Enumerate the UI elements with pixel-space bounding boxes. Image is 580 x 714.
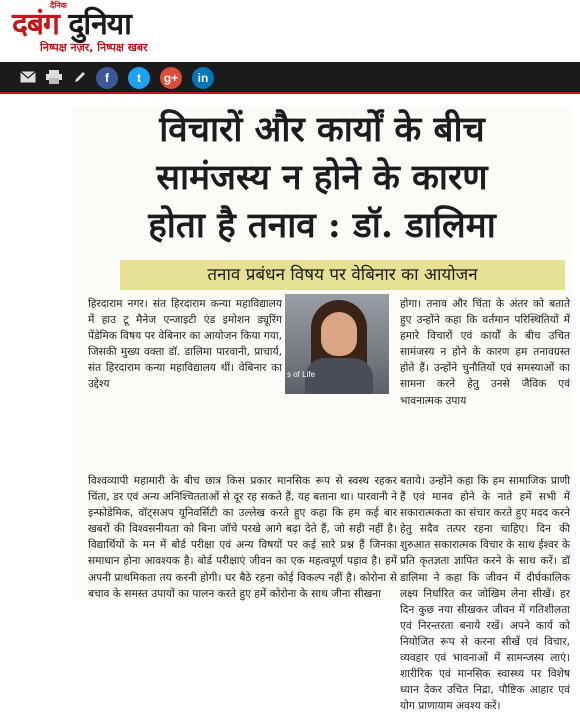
facebook-icon[interactable]: f: [96, 67, 118, 89]
headline: [72, 106, 572, 250]
tagline: निष्पक्ष नज़र, निष्पक्ष खबर: [40, 41, 148, 54]
print-icon[interactable]: [46, 69, 62, 85]
masthead: [0, 0, 580, 62]
google-plus-icon[interactable]: g+: [160, 67, 182, 89]
photo-caption: s of Life: [287, 370, 316, 379]
headline-line-2: सामंजस्य न होने के कारण: [156, 157, 488, 198]
body-column-right-bottom: बताये। उन्होंने कहा कि हम सामाजिक प्राणी हैं एवं मानव होने के नाते हमें सभी में सकारात्मकता का संचार करते हुए मदद करने हेतु सदैव तत्पर रहना चाहिए। दिन की शुरुआत सकारात्मक विचार के साथ ईश्वर के प्रति कृतज्ञता ज्ञापित करने के साथ करें। डॉ डालिमा ने कहा कि जीवन में दीर्घकालिक लक्ष्य निर्धारित कर जोखिम लेना सीखें। हर दिन कुछ नया सीखकर जीवन में गतिशीलता एवं निरन्तरता बनाये रखें। अपने कार्य को नियोजित रूप से करना सीखें एवं विचार, व्यवहार एवं भावनाओं में सामन्जस्य लाएं। शारीरिक एवं मानसिक स्वास्थ्य पर विशेष ध्यान देकर उचित निद्रा, पौष्टिक आहार एवं योग प्राणायाम अवश्य करें।: [400, 475, 570, 713]
subhead: तनाव प्रबंधन विषय पर वेबिनार का आयोजन: [120, 260, 565, 290]
site-logo[interactable]: [12, 2, 131, 43]
body-column-right-top: होगा। तनाव और चिंता के अंतर को बताते हुए उन्होंने कहा कि वर्तमान परिस्थितियों में हमारे विचारों एवं कार्यों के बीच उचित सामंजस्य न होने के कारण हम तनावग्रस्त होते हैं। उन्होंने चुनौतियों एवं समस्याओं का सामना करने हेतु उनसे जैविक एवं भावनात्मक उपाय: [400, 298, 570, 407]
headline-line-3: होता है तनाव : डॉ. डालिमा: [148, 205, 496, 246]
share-toolbar: [0, 62, 580, 94]
logo-small-text: दैनिक: [50, 1, 67, 10]
edit-icon[interactable]: [72, 69, 88, 85]
twitter-icon[interactable]: t: [128, 67, 150, 89]
mail-icon[interactable]: [20, 69, 36, 85]
body-column-left-bottom: विश्वव्यापी महामारी के बीच छात्र किस प्रकार मानसिक रूप से स्वस्थ रहकर चिंता, डर एवं अन्य अनिश्चितताओं से दूर रह सकते हैं, यह बताना था। पारवानी ने इन्फोडेमिक, वॉट्सअप यूनिवर्सिटी का उल्लेख करते हुए कहा कि हम कई बार खबरों की विश्वसनीयता को बिना जाँचे परखे आगे बढ़ा देते हैं, जो सही नहीं है। विद्यार्थियों के मन में बोर्ड परीक्षा एवं अन्य विषयों पर कई सारे प्रश्न हैं जिनका समाधान होना आवश्यक है। बोर्ड परीक्षाएं जीवन का एक महत्वपूर्ण पड़ाव है। हमें अपनी प्राथमिकता तय करनी होगी। घर बैठे रहना कोई विकल्प नहीं है। कोरोना से बचाव के समस्त उपायों का पालन करते हुए हमें कोरोना के साथ जीना सीखना: [88, 475, 397, 600]
logo-part1: दबंग: [12, 7, 59, 42]
linkedin-icon[interactable]: in: [192, 67, 214, 89]
headline-line-1: विचारों और कार्यों के बीच: [159, 109, 485, 150]
logo-part2: दुनिया: [68, 7, 131, 42]
body-column-left-top: हिरदाराम नगर। संत हिरदाराम कन्या महाविद्यालय में हाउ टू मैनेज एन्जाइटी एंड इमोशन ड्यूरिंग पेंडेमिक विषय पर वेबिनार का आयोजन किया गया, जिसकी मुख्य वक्ता डॉ. डालिमा पारवानी, प्राचार्य, संत हिरदाराम कन्या महाविद्यालय थीं। वेबिनार का उद्देश्य: [88, 298, 282, 391]
speaker-photo: [285, 294, 389, 394]
newspaper-clipping: [72, 106, 572, 713]
